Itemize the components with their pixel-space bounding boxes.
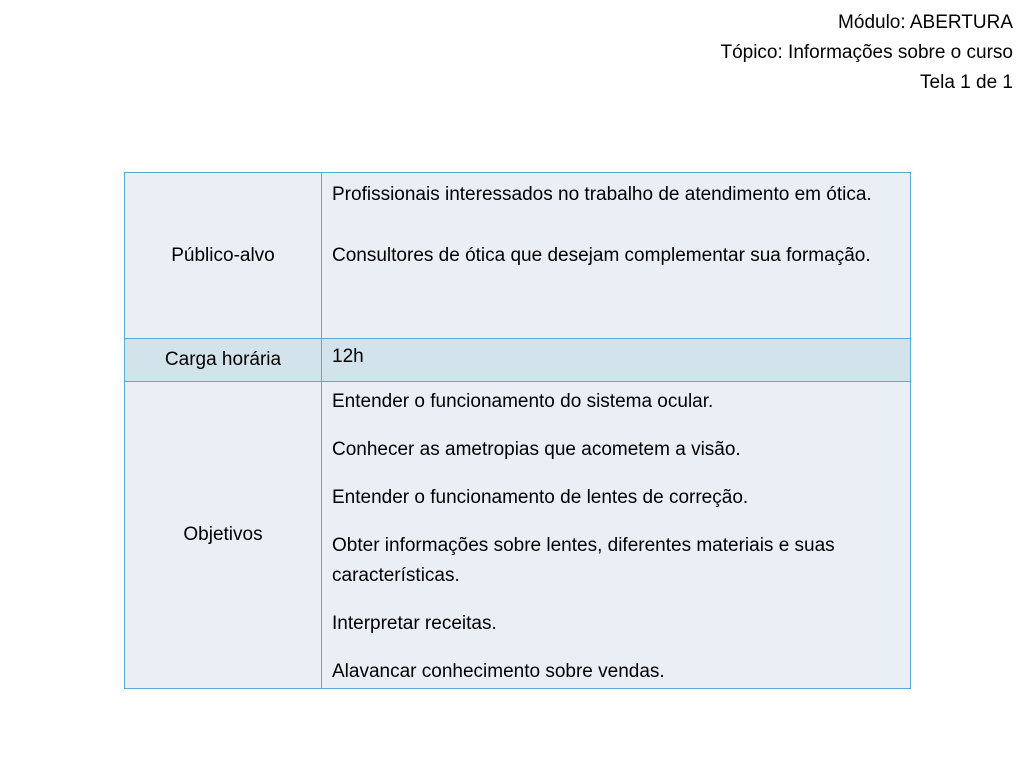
publico-alvo-paragraph: Profissionais interessados no trabalho de atendimento em ótica. (332, 184, 872, 205)
publico-alvo-label: Público-alvo (125, 173, 322, 339)
objetivo-item: Obter informações sobre lentes, diferentes materiais e suas características. (332, 535, 835, 586)
screen-counter: Tela 1 de 1 (920, 72, 1013, 93)
carga-horaria-value: 12h (322, 339, 911, 382)
objetivos-list (322, 382, 911, 689)
table-row-objetivos (125, 382, 911, 689)
table-row-publico-alvo (125, 173, 911, 339)
module-label: Módulo: ABERTURA (838, 12, 1013, 33)
objetivo-item: Entender o funcionamento do sistema ocular. (332, 391, 714, 412)
objetivo-item: Interpretar receitas. (332, 613, 497, 634)
table-row-carga-horaria (125, 339, 911, 382)
publico-alvo-paragraph: Consultores de ótica que desejam complementar sua formação. (332, 245, 871, 266)
objetivo-item: Conhecer as ametropias que acometem a visão. (332, 439, 741, 460)
carga-horaria-label: Carga horária (125, 339, 322, 382)
objetivo-item: Alavancar conhecimento sobre vendas. (332, 661, 665, 682)
publico-alvo-value (322, 173, 911, 339)
objetivos-label: Objetivos (125, 382, 322, 689)
topic-label: Tópico: Informações sobre o curso (720, 42, 1013, 63)
slide-header (720, 8, 1013, 98)
course-info-table (124, 172, 911, 689)
objetivo-item: Entender o funcionamento de lentes de correção. (332, 487, 749, 508)
